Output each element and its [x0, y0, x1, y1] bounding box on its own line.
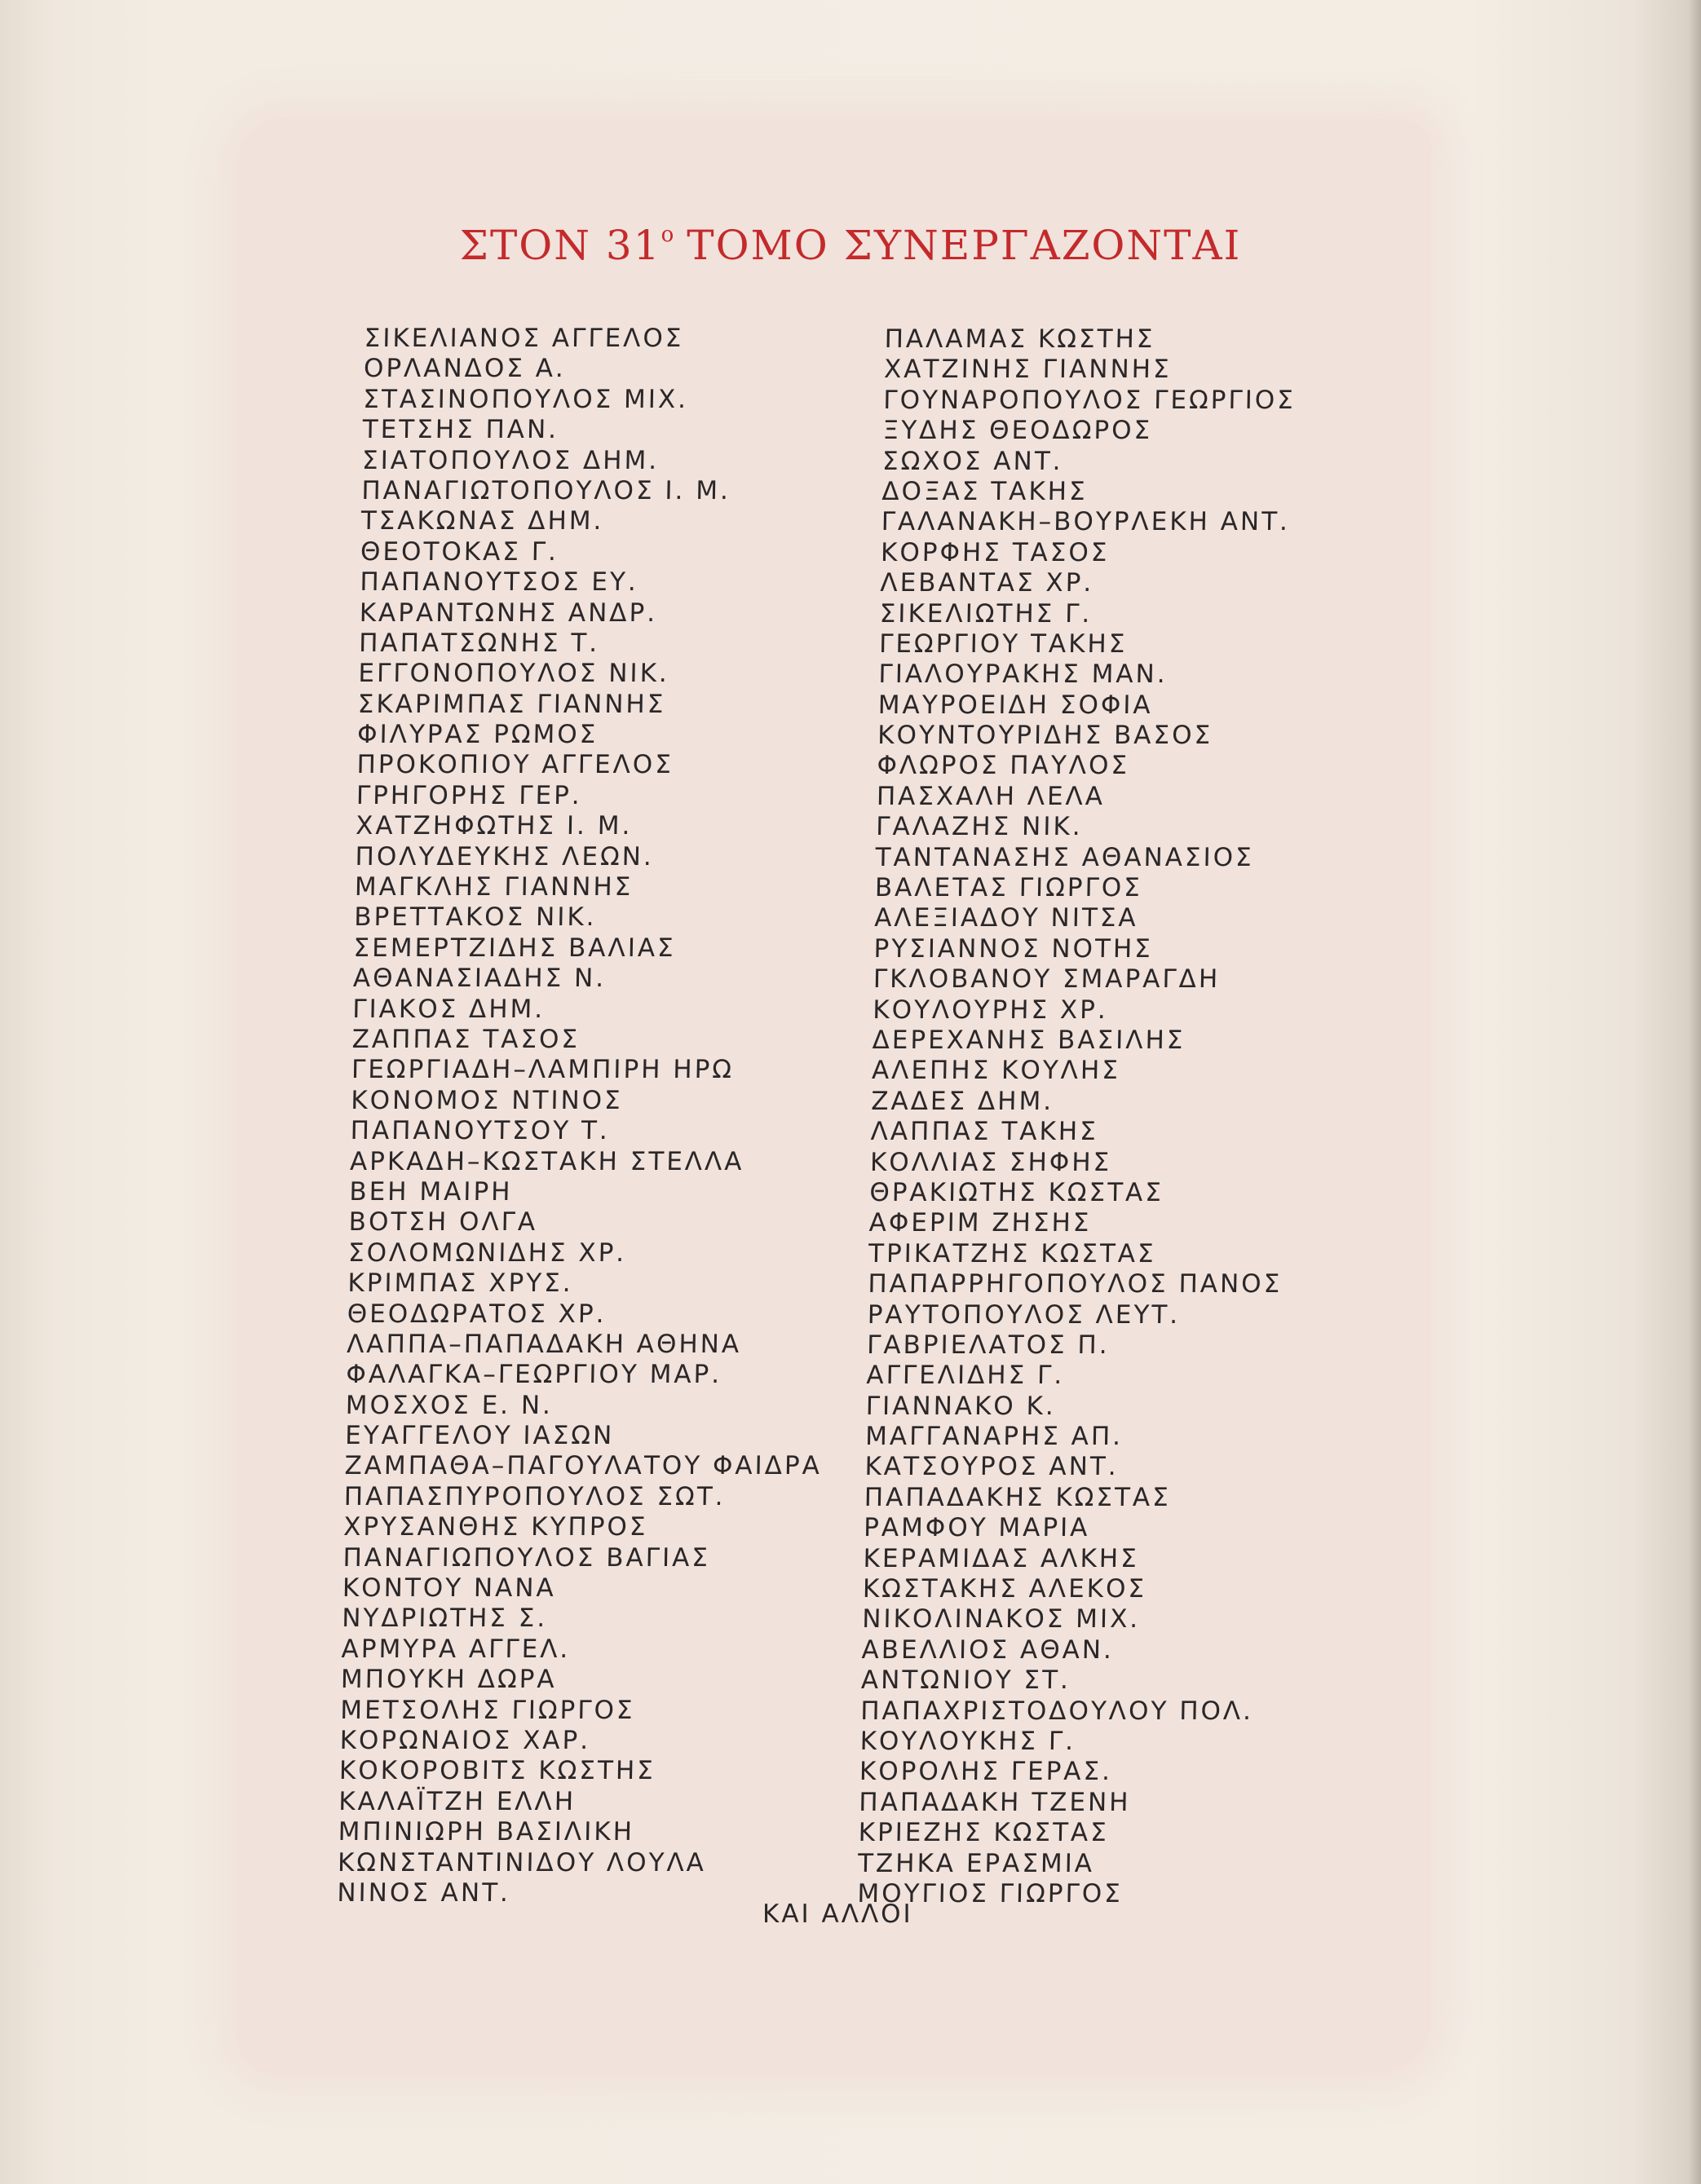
contributor-name: ΜΑΥΡΟΕΙΔΗ ΣΟΦΙΑ: [877, 690, 1153, 720]
contributor-name: ΣΙΚΕΛΙΑΝΟΣ ΑΓΓΕΛΟΣ: [364, 324, 684, 353]
contributor-name: ΠΑΠΑΝΟΥΤΣΟΥ Τ.: [350, 1116, 611, 1146]
contributor-name: ΟΡΛΑΝΔΟΣ Α.: [363, 354, 567, 384]
contributor-name: ΓΡΗΓΟΡΗΣ ΓΕΡ.: [356, 780, 582, 810]
contributor-name: ΚΟΝΤΟΥ ΝΑΝΑ: [342, 1573, 557, 1604]
contributor-name: ΝΙΝΟΣ ΑΝΤ.: [337, 1877, 511, 1908]
title-ordinal-suffix: ο: [661, 223, 676, 247]
contributor-name: ΓΙΑΚΟΣ ΔΗΜ.: [351, 994, 546, 1024]
contributor-name: ΘΕΟΔΩΡΑΤΟΣ ΧΡ.: [347, 1299, 607, 1329]
contributor-name: ΑΡΚΑΔΗ–ΚΩΣΤΑΚΗ ΣΤΕΛΛΑ: [349, 1146, 744, 1176]
contributor-name: ΓΑΒΡΙΕΛΑΤΟΣ Π.: [866, 1330, 1110, 1360]
contributor-name: ΚΑΤΣΟΥΡΟΣ ΑΝΤ.: [864, 1452, 1119, 1482]
contributor-name: ΠΑΝΑΓΙΩΤΟΠΟΥΛΟΣ Ι. Μ.: [361, 475, 731, 505]
contributor-name: ΦΙΛΥΡΑΣ ΡΩΜΟΣ: [356, 720, 599, 750]
contributor-name: ΚΟΡΩΝΑΙΟΣ ΧΑΡ.: [339, 1725, 591, 1755]
contributor-name: ΠΑΠΑΡΡΗΓΟΠΟΥΛΟΣ ΠΑΝΟΣ: [868, 1269, 1283, 1299]
contributor-name: ΣΕΜΕΡΤΖΙΔΗΣ ΒΑΛΙΑΣ: [353, 933, 677, 963]
contributor-name: ΣΙΚΕΛΙΩΤΗΣ Γ.: [879, 598, 1093, 629]
title-part-post: ΤΟΜΟ ΣΥΝΕΡΓΑΖΟΝΤΑΙ: [687, 222, 1242, 269]
contributor-name: ΘΡΑΚΙΩΤΗΣ ΚΩΣΤΑΣ: [869, 1177, 1164, 1207]
contributor-name: ΔΟΞΑΣ ΤΑΚΗΣ: [881, 476, 1088, 506]
contributor-name: ΑΓΓΕΛΙΔΗΣ Γ.: [866, 1361, 1065, 1391]
contributor-name: ΓΑΛΑΝΑΚΗ–ΒΟΥΡΛΕΚΗ ΑΝΤ.: [881, 507, 1291, 537]
contributor-name: ΚΟΥΝΤΟΥΡΙΔΗΣ ΒΑΣΟΣ: [877, 721, 1213, 751]
contributor-name: ΣΚΑΡΙΜΠΑΣ ΓΙΑΝΝΗΣ: [357, 689, 666, 719]
contributor-name: ΡΑΥΤΟΠΟΥΛΟΣ ΛΕΥΤ.: [867, 1299, 1181, 1330]
contributor-name: ΧΡΥΣΑΝΘΗΣ ΚΥΠΡΟΣ: [342, 1512, 648, 1542]
contributor-name: ΠΑΠΑΝΟΥΤΣΟΣ ΕΥ.: [360, 567, 639, 598]
footer-and-others: ΚΑΙ ΑΛΛΟΙ: [762, 1899, 913, 1929]
contributor-name: ΓΕΩΡΓΙΟΥ ΤΑΚΗΣ: [878, 629, 1128, 659]
contributor-name: ΜΑΓΚΛΗΣ ΓΙΑΝΝΗΣ: [354, 872, 634, 902]
contributor-name: ΑΛΕΞΙΑΔΟΥ ΝΙΤΣΑ: [873, 903, 1138, 933]
contributor-name: ΜΠΙΝΙΩΡΗ ΒΑΣΙΛΙΚΗ: [338, 1817, 635, 1847]
contributor-name: ΠΑΠΑΤΣΩΝΗΣ Τ.: [358, 628, 600, 658]
contributor-name: ΠΟΛΥΔΕΥΚΗΣ ΛΕΩΝ.: [355, 841, 655, 871]
contributor-name: ΑΡΜΥΡΑ ΑΓΓΕΛ.: [341, 1634, 571, 1664]
contributor-name: ΣΤΑΣΙΝΟΠΟΥΛΟΣ ΜΙΧ.: [363, 384, 689, 414]
contributor-name: ΚΑΛΑΪΤΖΗ ΕΛΛΗ: [338, 1786, 577, 1816]
contributor-name: ΑΦΕΡΙΜ ΖΗΣΗΣ: [868, 1208, 1092, 1238]
contributor-name: ΓΟΥΝΑΡΟΠΟΥΛΟΣ ΓΕΩΡΓΙΟΣ: [883, 385, 1297, 415]
contributor-name: ΦΛΩΡΟΣ ΠΑΥΛΟΣ: [877, 751, 1130, 781]
contributor-name: ΓΚΛΟΒΑΝΟΥ ΣΜΑΡΑΓΔΗ: [873, 964, 1221, 995]
contributor-name: ΑΝΤΩΝΙΟΥ ΣΤ.: [860, 1666, 1071, 1696]
contributor-name: ΤΕΤΣΗΣ ΠΑΝ.: [362, 415, 559, 445]
contributor-name: ΒΟΤΣΗ ΟΛΓΑ: [348, 1207, 538, 1238]
contributor-name: ΛΕΒΑΝΤΑΣ ΧΡ.: [880, 568, 1094, 598]
contributor-name: ΚΩΣΤΑΚΗΣ ΑΛΕΚΟΣ: [862, 1574, 1147, 1604]
contributor-name: ΠΑΠΑΧΡΙΣΤΟΔΟΥΛΟΥ ΠΟΛ.: [859, 1696, 1254, 1726]
contributor-name: ΤΑΝΤΑΝΑΣΗΣ ΑΘΑΝΑΣΙΟΣ: [875, 842, 1255, 872]
contributor-name: ΚΑΡΑΝΤΩΝΗΣ ΑΝΔΡ.: [359, 598, 658, 628]
contributor-name: ΧΑΤΖΗΦΩΤΗΣ Ι. Μ.: [355, 811, 633, 841]
contributor-name: ΤΡΙΚΑΤΖΗΣ ΚΩΣΤΑΣ: [868, 1238, 1156, 1268]
title-part-pre: ΣΤΟΝ 31: [459, 222, 661, 269]
contributor-name: ΔΕΡΕΧΑΝΗΣ ΒΑΣΙΛΗΣ: [872, 1025, 1186, 1055]
contributor-name: ΠΑΝΑΓΙΩΠΟΥΛΟΣ ΒΑΓΙΑΣ: [342, 1542, 711, 1573]
contributor-name: ΜΕΤΣΟΛΗΣ ΓΙΩΡΓΟΣ: [339, 1695, 635, 1725]
contributor-name: ΠΑΠΑΔΑΚΗ ΤΖΕΝΗ: [859, 1787, 1131, 1817]
contributor-name: ΒΕΗ ΜΑΙΡΗ: [349, 1176, 513, 1207]
contributor-name: ΖΑΠΠΑΣ ΤΑΣΟΣ: [351, 1024, 581, 1054]
contributor-name: ΖΑΜΠΑΘΑ–ΠΑΓΟΥΛΑΤΟΥ ΦΑΙΔΡΑ: [344, 1451, 823, 1481]
contributor-name: ΚΩΝΣΤΑΝΤΙΝΙΔΟΥ ΛΟΥΛΑ: [337, 1847, 707, 1877]
contributor-name: ΑΒΕΛΛΙΟΣ ΑΘΑΝ.: [861, 1635, 1115, 1665]
contributor-name: ΒΡΕΤΤΑΚΟΣ ΝΙΚ.: [353, 902, 597, 933]
contributor-name: ΦΑΛΑΓΚΑ–ΓΕΩΡΓΙΟΥ ΜΑΡ.: [346, 1360, 722, 1390]
contributor-name: ΣΩΧΟΣ ΑΝΤ.: [881, 446, 1063, 476]
contributor-name: ΜΟΥΓΙΟΣ ΓΙΩΡΓΟΣ: [857, 1878, 1124, 1908]
contributor-name: ΓΙΑΝΝΑΚΟ Κ.: [865, 1391, 1057, 1421]
contributor-name: ΠΑΠΑΣΠΥΡΟΠΟΥΛΟΣ ΣΩΤ.: [343, 1481, 726, 1511]
contributor-name: ΜΑΓΓΑΝΑΡΗΣ ΑΠ.: [864, 1422, 1124, 1452]
contributor-name: ΛΑΠΠΑΣ ΤΑΚΗΣ: [870, 1117, 1099, 1147]
contributor-name: ΠΑΣΧΑΛΗ ΛΕΛΑ: [876, 781, 1106, 811]
contributor-name: ΚΟΥΛΟΥΡΗΣ ΧΡ.: [872, 995, 1109, 1025]
contributor-name: ΠΡΟΚΟΠΙΟΥ ΑΓΓΕΛΟΣ: [356, 750, 674, 780]
contributor-name: ΓΑΛΑΖΗΣ ΝΙΚ.: [875, 812, 1083, 842]
contributor-name: ΚΟΛΛΙΑΣ ΣΗΦΗΣ: [869, 1147, 1112, 1177]
contributor-name: ΒΑΛΕΤΑΣ ΓΙΩΡΓΟΣ: [874, 873, 1143, 903]
contributor-name: ΚΟΝΟΜΟΣ ΝΤΙΝΟΣ: [351, 1085, 624, 1115]
contributor-name: ΜΟΣΧΟΣ Ε. Ν.: [345, 1390, 554, 1420]
contributor-name: ΠΑΠΑΔΑΚΗΣ ΚΩΣΤΑΣ: [864, 1482, 1172, 1512]
contributors-list-left: [337, 324, 842, 1908]
contributor-name: ΝΥΔΡΙΩΤΗΣ Σ.: [341, 1604, 548, 1634]
contributor-name: ΕΓΓΟΝΟΠΟΥΛΟΣ ΝΙΚ.: [358, 659, 670, 689]
contributor-name: ΑΘΑΝΑΣΙΑΔΗΣ Ν.: [352, 964, 607, 994]
contributor-name: ΜΠΟΥΚΗ ΔΩΡΑ: [340, 1665, 557, 1695]
contributor-name: ΣΙΑΤΟΠΟΥΛΟΣ ΔΗΜ.: [361, 445, 660, 475]
contributor-name: ΞΥΔΗΣ ΘΕΟΔΩΡΟΣ: [882, 416, 1153, 446]
contributor-name: ΚΟΡΦΗΣ ΤΑΣΟΣ: [880, 537, 1110, 567]
contributor-name: ΛΑΠΠΑ–ΠΑΠΑΔΑΚΗ ΑΘΗΝΑ: [346, 1329, 742, 1359]
contributor-name: ΖΑΔΕΣ ΔΗΜ.: [871, 1086, 1054, 1116]
contributor-name: ΚΟΡΟΛΗΣ ΓΕΡΑΣ.: [859, 1757, 1113, 1787]
contributor-name: ΕΥΑΓΓΕΛΟΥ ΙΑΣΩΝ: [344, 1421, 615, 1451]
contributor-name: ΓΕΩΡΓΙΑΔΗ–ΛΑΜΠΙΡΗ ΗΡΩ: [351, 1055, 735, 1085]
contributor-name: ΤΣΑΚΩΝΑΣ ΔΗΜ.: [360, 506, 604, 536]
contributor-name: ΑΛΕΠΗΣ ΚΟΥΛΗΣ: [871, 1056, 1121, 1086]
contributor-name: ΘΕΟΤΟΚΑΣ Γ.: [360, 536, 559, 567]
contributor-name: ΚΡΙΜΠΑΣ ΧΡΥΣ.: [347, 1268, 573, 1299]
contributor-name: ΤΖΗΚΑ ΕΡΑΣΜΙΑ: [857, 1848, 1095, 1878]
contributor-name: ΚΟΥΛΟΥΚΗΣ Γ.: [859, 1726, 1076, 1756]
contributor-name: ΧΑΤΖΙΝΗΣ ΓΙΑΝΝΗΣ: [883, 355, 1172, 385]
contributor-name: ΚΟΚΟΡΟΒΙΤΣ ΚΩΣΤΗΣ: [338, 1756, 656, 1786]
contributors-list-right: [857, 324, 1299, 1909]
contributor-name: ΡΑΜΦΟΥ ΜΑΡΙΑ: [863, 1513, 1090, 1543]
page-title: [0, 222, 1701, 269]
contributor-name: ΓΙΑΛΟΥΡΑΚΗΣ ΜΑΝ.: [878, 660, 1168, 690]
contributor-name: ΝΙΚΟΛΙΝΑΚΟΣ ΜΙΧ.: [861, 1604, 1141, 1635]
contributor-name: ΣΟΛΟΜΩΝΙΔΗΣ ΧΡ.: [347, 1238, 627, 1268]
contributor-name: ΠΑΛΑΜΑΣ ΚΩΣΤΗΣ: [884, 324, 1155, 354]
contributor-name: ΡΥΣΙΑΝΝΟΣ ΝΟΤΗΣ: [873, 933, 1154, 964]
contributor-name: ΚΡΙΕΖΗΣ ΚΩΣΤΑΣ: [858, 1818, 1110, 1848]
contributor-name: ΚΕΡΑΜΙΔΑΣ ΑΛΚΗΣ: [863, 1543, 1140, 1573]
